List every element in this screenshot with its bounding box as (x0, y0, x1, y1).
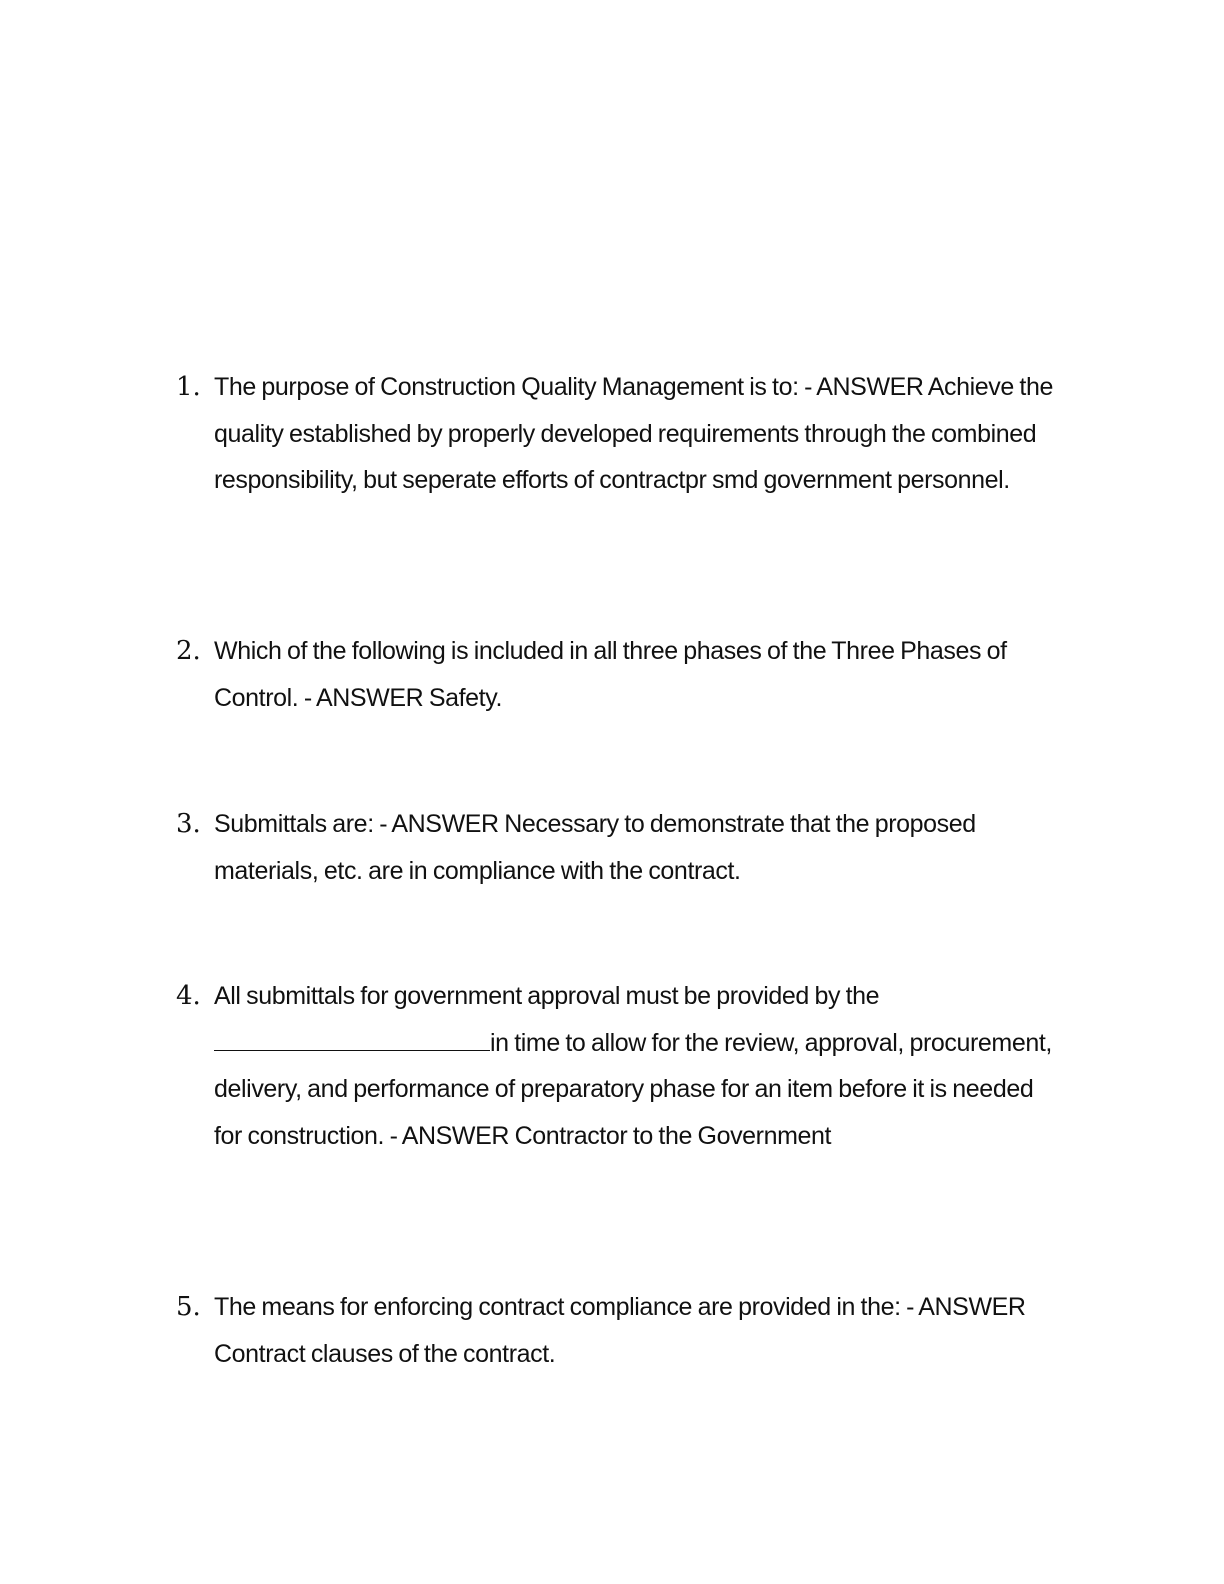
fill-in-blank-line (214, 1022, 490, 1051)
question-number: 3. (176, 809, 201, 839)
question-text: Which of the following is included in all three phases of the Three Phases of Control. - ANSWER Safety. (214, 637, 1007, 712)
question-text: Submittals are: - ANSWER Necessary to demonstrate that the proposed materials, etc. are in compliance with the contract. (214, 810, 976, 885)
question-number: 4. (176, 981, 201, 1011)
question-text: The purpose of Construction Quality Management is to: - ANSWER Achieve the quality established by properly developed requirements through the combined responsibility, but seperate efforts of contractpr smd government personnel. (214, 373, 1053, 494)
question-number: 1. (176, 372, 201, 402)
question-number: 5. (176, 1292, 201, 1322)
question-text (214, 973, 1059, 1159)
question-text-after-blank: in time to allow for the review, approval, procurement, delivery, and performance of preparatory phase for an item before it is needed for construction. - ANSWER Contractor to the Government (214, 1028, 1052, 1150)
question-number: 2. (176, 636, 201, 666)
question-text: The means for enforcing contract compliance are provided in the: - ANSWER Contract clauses of the contract. (214, 1293, 1026, 1368)
question-text-before-blank: All submittals for government approval must be provided by the (214, 982, 880, 1010)
